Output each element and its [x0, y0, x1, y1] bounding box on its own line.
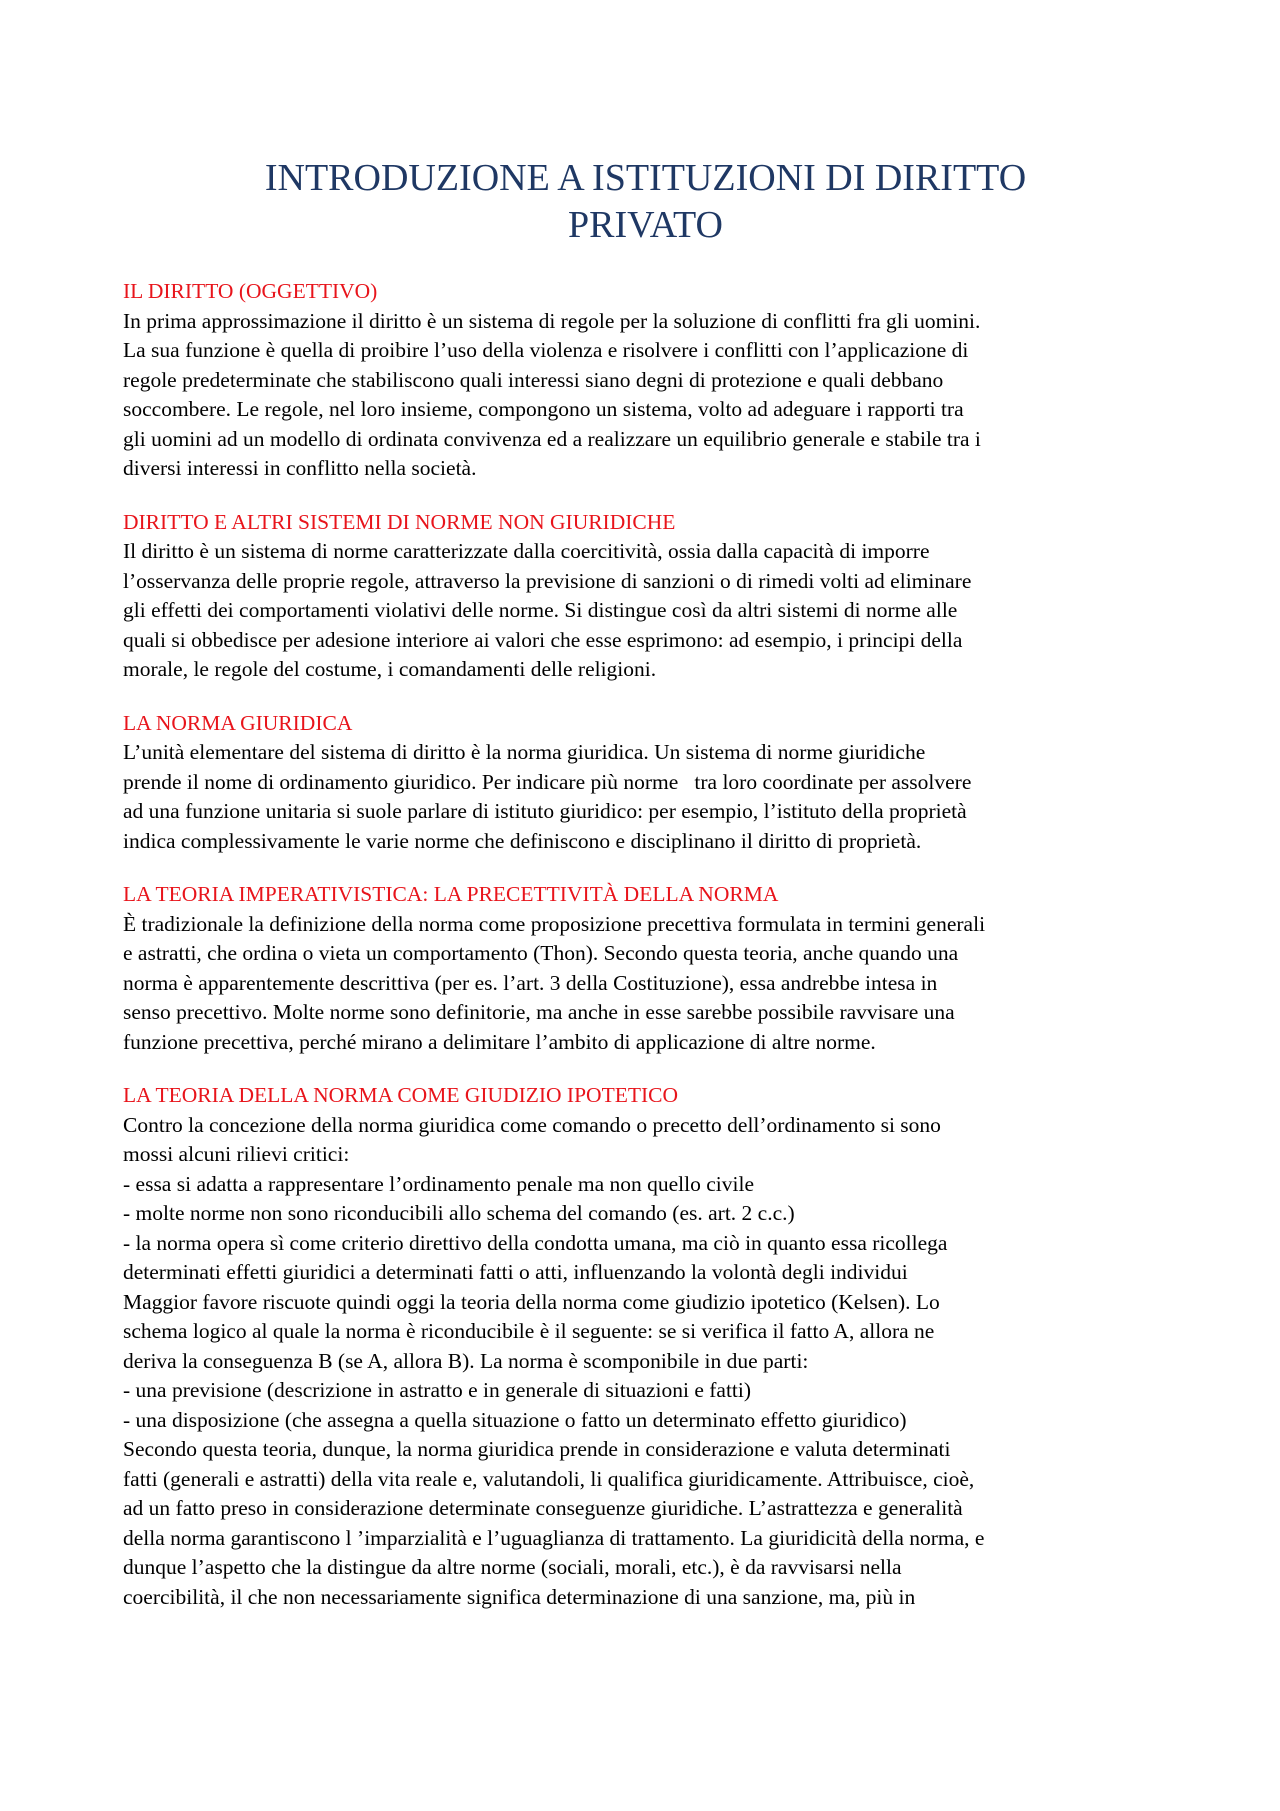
section-paragraph: [123, 910, 1168, 1058]
section-paragraph: [123, 1111, 1168, 1613]
section-heading: LA TEORIA IMPERATIVISTICA: LA PRECETTIVITÀ DELLA NORMA: [123, 882, 779, 906]
paragraph-line: In prima approssimazione il diritto è un sistema di regole per la soluzione di conflitti fra gli uomini.: [123, 308, 981, 333]
section-heading: DIRITTO E ALTRI SISTEMI DI NORME NON GIURIDICHE: [123, 509, 676, 534]
paragraph-line: Il diritto è un sistema di norme caratterizzate dalla coercitività, ossia dalla capacità di imporre: [123, 539, 930, 563]
paragraph-line: È tradizionale la definizione della norma come proposizione precettiva formulata in termini generali: [123, 911, 986, 936]
paragraph-line: - essa si adatta a rappresentare l’ordinamento penale ma non quello civile: [123, 1171, 755, 1196]
paragraph-line: morale, le regole del costume, i comandamenti delle religioni.: [123, 657, 657, 681]
title-line: PRIVATO: [568, 204, 723, 246]
paragraph-line: fatti (generali e astratti) della vita reale e, valutandoli, li qualifica giuridicamente. Attribuisce, cioè,: [123, 1466, 975, 1491]
paragraph-line: norma è apparentemente descrittiva (per es. l’art. 3 della Costituzione), essa andrebbe intesa in: [123, 970, 938, 995]
section-paragraph: [123, 738, 1168, 856]
paragraph-line: diversi interessi in conflitto nella società.: [123, 456, 477, 480]
paragraph-line: L’unità elementare del sistema di diritto è la norma giuridica. Un sistema di norme giuridiche: [123, 740, 926, 764]
paragraph-line: Contro la concezione della norma giuridica come comando o precetto dell’ordinamento si sono: [123, 1112, 941, 1137]
section-heading: LA NORMA GIURIDICA: [123, 710, 353, 735]
section: [123, 709, 1168, 857]
paragraph-line: La sua funzione è quella di proibire l’uso della violenza e risolvere i conflitti con l’applicazione di: [123, 338, 969, 362]
section: [123, 880, 1168, 1057]
section-heading: IL DIRITTO (OGGETTIVO): [123, 279, 378, 303]
section-paragraph: [123, 307, 1168, 484]
paragraph-line: deriva la conseguenza B (se A, allora B). La norma è scomponibile in due parti:: [123, 1348, 809, 1373]
section: [123, 277, 1168, 484]
paragraph-line: indica complessivamente le varie norme che definiscono e disciplinano il diritto di proprietà.: [123, 828, 922, 853]
paragraph-line: quali si obbedisce per adesione interiore ai valori che esse esprimono: ad esempio, i principi della: [123, 627, 963, 652]
paragraph-line: l’osservanza delle proprie regole, attraverso la previsione di sanzioni o di rimedi volti ad eliminare: [123, 568, 972, 593]
paragraph-line: funzione precettiva, perché mirano a delimitare l’ambito di applicazione di altre norme.: [123, 1029, 876, 1054]
paragraph-line: coercibilità, il che non necessariamente significa determinazione di una sanzione, ma, più in: [123, 1584, 916, 1609]
paragraph-line: determinati effetti giuridici a determinati fatti o atti, influenzando la volontà degli individui: [123, 1260, 908, 1284]
paragraph-line: gli uomini ad un modello di ordinata convivenza ed a realizzare un equilibrio generale e stabile tra i: [123, 426, 981, 451]
paragraph-line: ad un fatto preso in considerazione determinate conseguenze giuridiche. L’astrattezza e generalità: [123, 1496, 963, 1520]
paragraph-line: - molte norme non sono riconducibili allo schema del comando (es. art. 2 c.c.): [123, 1201, 795, 1225]
paragraph-line: soccombere. Le regole, nel loro insieme, compongono un sistema, volto ad adeguare i rapporti tra: [123, 397, 964, 421]
title-line: INTRODUZIONE A ISTITUZIONI DI DIRITTO: [264, 157, 1027, 199]
paragraph-line: regole predeterminate che stabiliscono quali interessi siano degni di protezione e quali debbano: [123, 367, 944, 392]
section: [123, 1081, 1168, 1612]
section-heading: LA TEORIA DELLA NORMA COME GIUDIZIO IPOTETICO: [123, 1083, 678, 1107]
document-title: [123, 155, 1168, 249]
paragraph-line: senso precettivo. Molte norme sono definitorie, ma anche in esse sarebbe possibile ravvisare una: [123, 1000, 955, 1024]
paragraph-line: mossi alcuni rilievi critici:: [123, 1142, 350, 1166]
paragraph-line: gli effetti dei comportamenti violativi delle norme. Si distingue così da altri sistemi di norme alle: [123, 598, 958, 622]
section: [123, 508, 1168, 685]
paragraph-line: della norma garantiscono l ’imparzialità e l’uguaglianza di trattamento. La giuridicità della norma, e: [123, 1525, 985, 1550]
paragraph-line: Secondo questa teoria, dunque, la norma giuridica prende in considerazione e valuta determinati: [123, 1437, 951, 1461]
document-body: [123, 155, 1168, 1636]
paragraph-line: - una disposizione (che assegna a quella situazione o fatto un determinato effetto giuridico): [123, 1407, 907, 1432]
paragraph-line: ad una funzione unitaria si suole parlare di istituto giuridico: per esempio, l’istituto della proprietà: [123, 799, 967, 823]
section-paragraph: [123, 537, 1168, 685]
paragraph-line: - una previsione (descrizione in astratto e in generale di situazioni e fatti): [123, 1378, 752, 1402]
paragraph-line: schema logico al quale la norma è riconducibile è il seguente: se si verifica il fatto A, allora ne: [123, 1319, 935, 1343]
sections-container: [123, 277, 1168, 1612]
paragraph-line: dunque l’aspetto che la distingue da altre norme (sociali, morali, etc.), è da ravvisarsi nella: [123, 1555, 902, 1579]
paragraph-line: prende il nome di ordinamento giuridico. Per indicare più norme tra loro coordinate per assolvere: [123, 769, 972, 794]
paragraph-line: Maggior favore riscuote quindi oggi la teoria della norma come giudizio ipotetico (Kelsen). Lo: [123, 1289, 940, 1314]
paragraph-line: e astratti, che ordina o vieta un comportamento (Thon). Secondo questa teoria, anche quando una: [123, 941, 959, 965]
paragraph-line: - la norma opera sì come criterio direttivo della condotta umana, ma ciò in quanto essa ricollega: [123, 1230, 948, 1255]
